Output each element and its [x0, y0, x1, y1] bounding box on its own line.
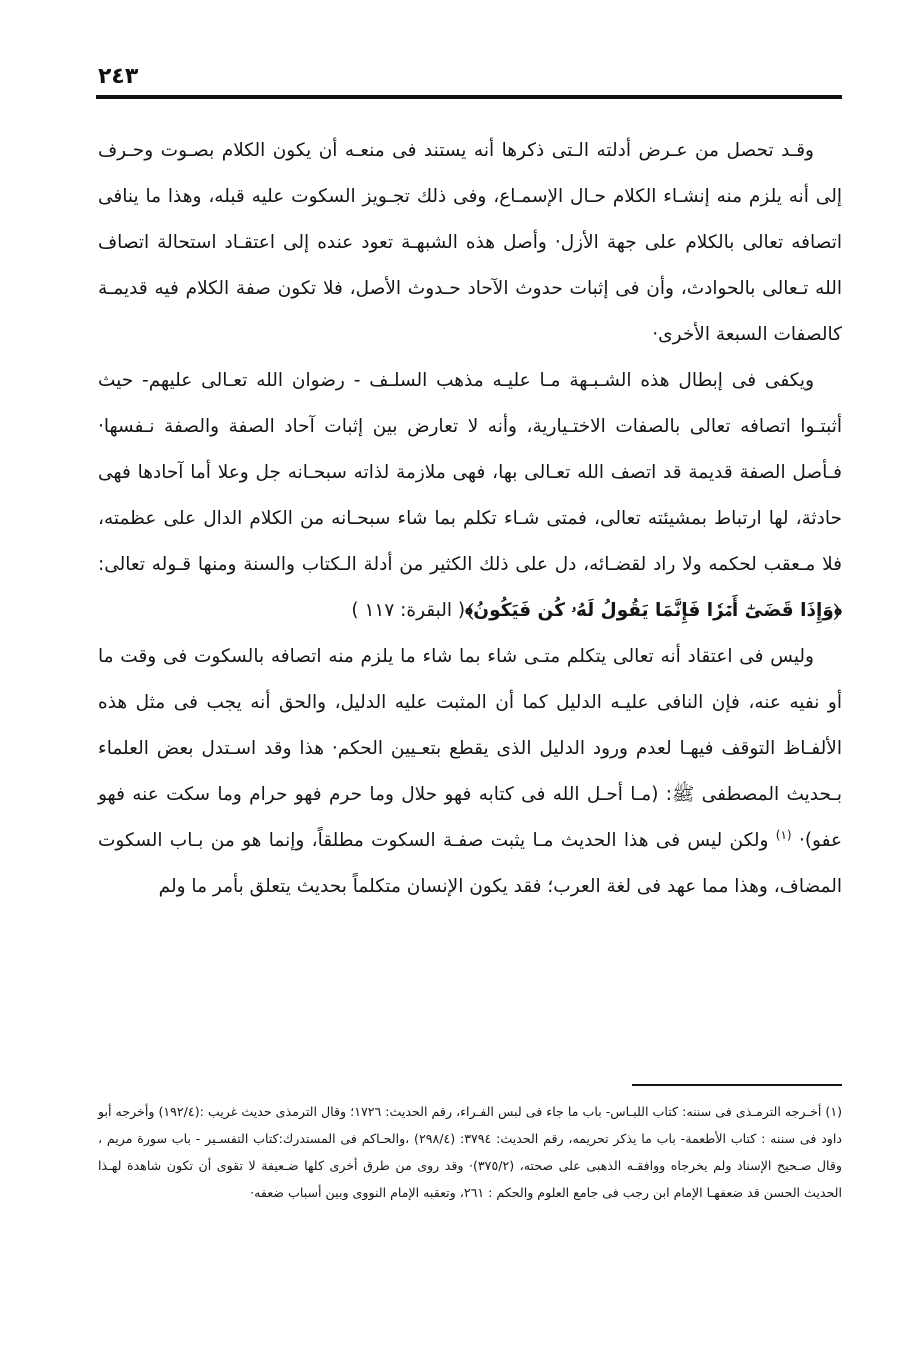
paragraph-1: وقـد تحصل من عـرض أدلته الـتى ذكرها أنه يستند فى منعـه أن يكون الكلام بصـوت وحـرف إلى أنه يلزم منه إنشـاء الكلام حـال الإسمـاع، وفى ذلك تجـويز السكوت عليه قبله، وهذا ما ينافى اتصافه تعالى بالكلام على جهة الأزل· وأصل هذه الشبهـة تعود عنده إلى اعتقـاد استحالة اتصاف الله تـعالى بالحوادث، وأن فى إثبات حدوث الآحاد حـدوث الأصل، فلا تكون صفة الكلام فيه قديمـة كالصفات السبعة الأخرى·: [98, 140, 842, 345]
paragraph-3-text-a: وليس فى اعتقاد أنه تعالى يتكلم متـى شاء بما شاء ما يلزم منه اتصافه بالسكوت فى وقت ما أو نفيه عنه، فإن النافى عليـه الدليل كما أن المثبت عليه الدليل، والحق أنه يجب فى مثل هذه الألفـاظ التوقف فيهـا لعدم ورود الدليل الذى يقطع بتعـيين الحكم· هذا وقد اسـتدل بعض العلماء بـحديث المصطفى ﷺ: (مـا أحـل الله فى كتابه فهو حلال وما حرم فهو حرام وما سكت عنه فهو عفو)·: [98, 646, 842, 851]
footnote-rule: [632, 1084, 842, 1086]
main-text: [98, 128, 842, 910]
footnote-1: (١) أخـرجه الترمـذى فى سننه: كتاب اللبـاس- باب ما جاء فى لبس الفـراء، رقم الحديث: ١٧٢٦؛ وقال الترمذى حديث غريب :(١٩٢/٤) وأخرجه أبو داود فى سننه : كتاب الأطعمة- باب ما يذكر تحريمه، رقم الحديث: ٣٧٩٤: (٢٩٨/٤) ،والحـاكم فى المستدرك:كتاب التفسـير - باب سورة مريم ، وقال صـحيح الإسناد ولم يخرجاه ووافقـه الذهبى على صحته، (٣٧٥/٢)· وقد روى من طرق أخرى كلها ضـعيفة لا تقوى أن تكون شاهدة لهـذا الحديث الحسن قد ضعفهـا الإمام ابن رجب فى جامع العلوم والحكم : ٢٦١، وتعقبه الإمام النووى وبين أسباب ضعفه·: [98, 1104, 843, 1200]
footnote-marker[interactable]: (١): [775, 827, 792, 842]
paragraph-3-text-b: ولكن ليس فى هذا الحديث مـا يثبت صفـة السكوت مطلقاً، وإنما هو من بـاب السكوت المضاف، وهذا مما عهد فى لغة العرب؛ فقد يكون الإنسان متكلماً بحديث يتعلق بأمر ما ولم: [98, 830, 842, 897]
footnote-section: [98, 1098, 842, 1206]
header-rule: [96, 95, 842, 99]
paragraph-2: [98, 358, 842, 634]
page-number: ٢٤٣: [98, 64, 139, 89]
quran-verse: ﴿وَإِذَا قَضَىٰٓ أَمۡرٗا فَإِنَّمَا يَقُولُ لَهُۥ كُن فَيَكُونُ﴾: [465, 600, 842, 621]
verse-reference: ( البقرة: ١١٧ ): [351, 600, 466, 621]
paragraph-2-text: ويكفى فى إبطال هذه الشـبـهة مـا عليـه مذهب السلـف - رضوان الله تعـالى عليهم- حيث أثبتـوا اتصافه تعالى بالصفات الاختـيارية، وأنه لا تعارض بين إثبات آحاد الصفة والصفة نـفسها· فـأصل الصفة قديمة قد اتصف الله تعـالى بها، فهى ملازمة لذاته سبحـانه جل وعلا أما آحادها فهى حادثة، لها ارتباط بمشيئته تعالى، فمتى شـاء تكلم بما شاء سبحـانه من الكلام الدال على عظمته، فلا مـعقب لحكمه ولا راد لقضـائه، دل على ذلك الكثير من أدلة الـكتاب والسنة ومنها قـوله تعالى:: [98, 370, 842, 575]
paragraph-3: [98, 634, 842, 910]
